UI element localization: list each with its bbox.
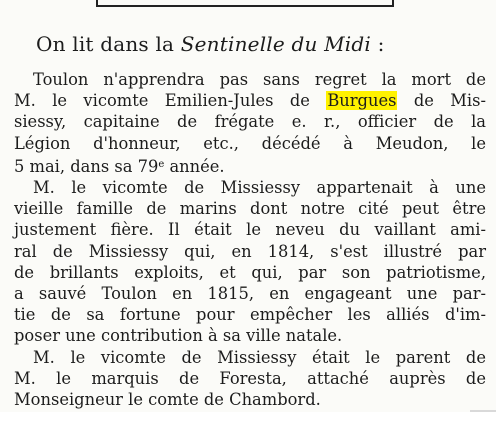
- text-line: Monseigneur le comte de Chambord.: [14, 390, 321, 410]
- text-line: [14, 90, 486, 111]
- text-line: ral de Missiessy qui, en 1814, s'est illustré par: [14, 241, 486, 261]
- text-fragment: de Mis-: [397, 91, 486, 111]
- text-fragment: siessy,: [14, 112, 84, 132]
- text-fragment: capitaine de frégate e. r., officier de la: [83, 112, 487, 132]
- text-fragment: M. le vicomte Emilien-Jules de: [14, 91, 327, 111]
- heading-suffix: :: [371, 32, 385, 56]
- text-line: [14, 154, 486, 177]
- text-line: M. le vicomte de Missiessy était le parent de: [33, 347, 486, 367]
- heading-source: Sentinelle du Midi: [180, 32, 372, 56]
- scan-edge-mark: [470, 410, 496, 412]
- text-fragment: année.: [164, 156, 225, 176]
- scan-margin: [0, 412, 496, 433]
- text-line: Légion d'honneur, etc., décédé à Meudon, le: [14, 133, 486, 153]
- text-line: de brillants exploits, et qui, par son patriotisme,: [14, 262, 486, 282]
- article-heading: [36, 32, 385, 56]
- text-line: poser une contribution à sa ville natale.: [14, 326, 343, 346]
- text-line: tie de sa fortune pour empêcher les alliés d'im-: [14, 305, 486, 325]
- text-line: justement fière. Il était le neveu du vaillant ami-: [14, 220, 486, 240]
- text-line: M. le marquis de Foresta, attaché auprès de: [14, 368, 486, 388]
- text-line: [14, 111, 486, 132]
- text-line: a sauvé Toulon en 1815, en engageant une par-: [14, 284, 486, 304]
- superscript: e: [158, 158, 165, 170]
- text-line: vieille famille de marins dont notre cité peut être: [14, 199, 486, 219]
- section-rule: [96, 5, 394, 7]
- text-line: Toulon n'apprendra pas sans regret la mort de: [33, 70, 486, 89]
- text-fragment: 5 mai, dans sa 79: [14, 156, 159, 176]
- article-body: [14, 69, 486, 410]
- search-highlight: Burgues: [327, 91, 397, 111]
- heading-prefix: On lit dans la: [36, 32, 181, 56]
- text-line: M. le vicomte de Missiessy appartenait à une: [33, 178, 486, 198]
